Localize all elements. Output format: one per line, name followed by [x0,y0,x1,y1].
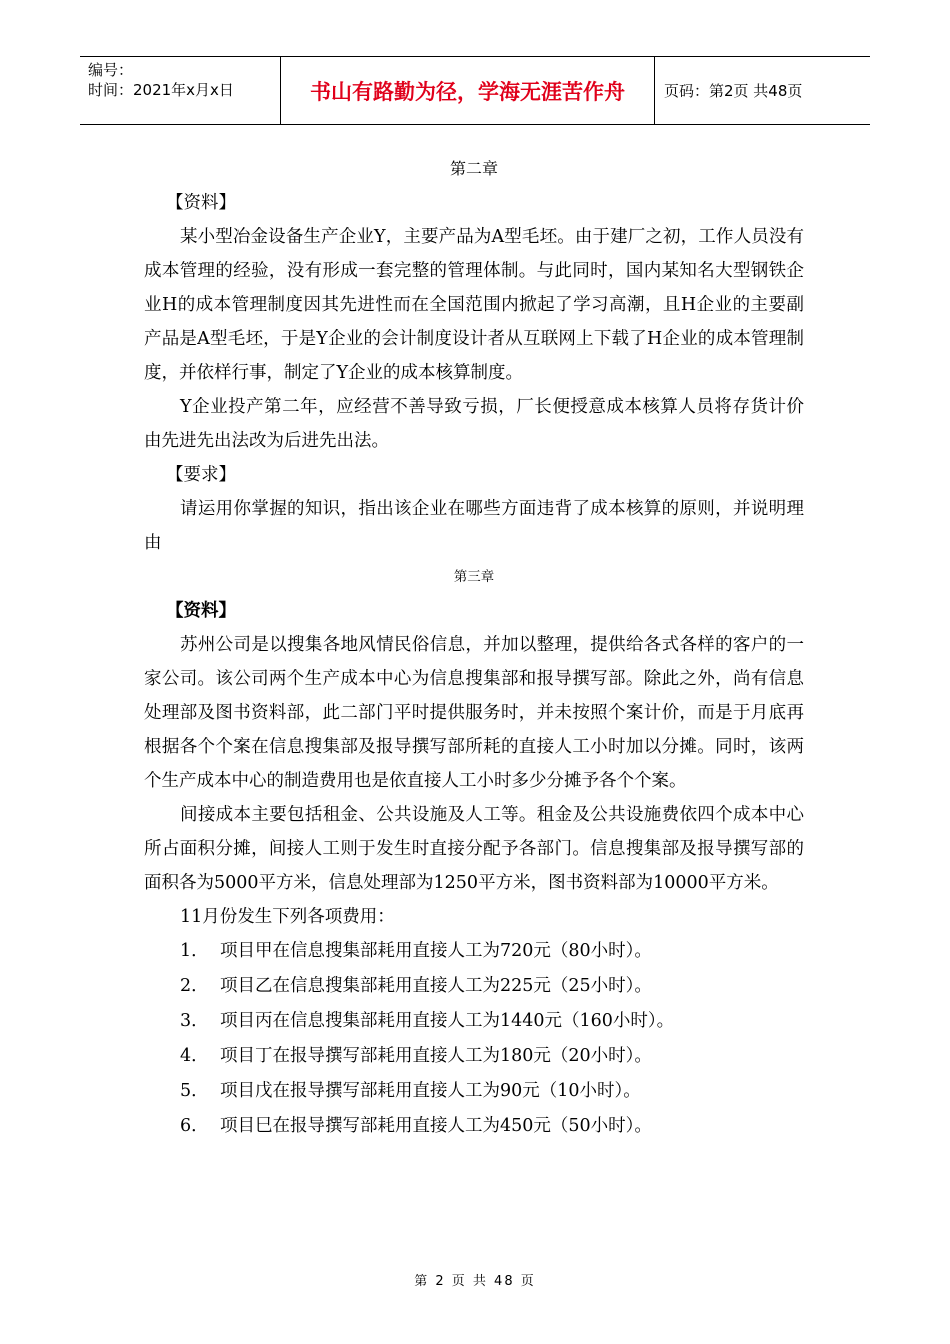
page-footer: 第 2 页 共 48 页 [414,1274,536,1289]
list-item [144,934,804,969]
list-item-number: 5． [180,1081,209,1101]
list-item-number: 3． [180,1011,209,1031]
list-item [144,1074,804,1109]
chapter-2-requirement: 请运用你掌握的知识，指出该企业在哪些方面违背了成本核算的原则，并说明理由 [144,499,804,553]
chapter-2-material-label: 【资料】 [166,193,236,213]
date-label: 时间：2021年x月x日 [88,81,234,99]
list-item [144,969,804,1004]
chapter-2-paragraph: Y企业投产第二年，应经营不善导致亏损，厂长便授意成本核算人员将存货计价由先进先出法改为后进先出法。 [144,397,804,451]
chapter-2-requirement-label: 【要求】 [166,465,236,485]
list-item [144,1039,804,1074]
list-item-number: 4． [180,1046,209,1066]
serial-label: 编号： [88,61,134,79]
chapter-3-paragraph: 间接成本主要包括租金、公共设施及人工等。租金及公共设施费依四个成本中心所占面积分摊，间接人工则于发生时直接分配予各部门。信息搜集部及报导撰写部的面积各为5000平方米，信息处理部为1250平方米，图书资料部为10000平方米。 [144,805,804,893]
list-item-number: 2． [180,976,209,996]
document-body [144,152,804,1144]
expense-intro: 11月份发生下列各项费用： [180,907,395,927]
list-item-text: 项目丙在信息搜集部耗用直接人工为1440元（160小时）。 [220,1011,675,1031]
list-item-text: 项目巳在报导撰写部耗用直接人工为450元（50小时）。 [220,1116,652,1136]
motto: 书山有路勤为径，学海无涯苦作舟 [281,57,655,124]
chapter-3-paragraph: 苏州公司是以搜集各地风情民俗信息，并加以整理，提供给各式各样的客户的一家公司。该公司两个生产成本中心为信息搜集部和报导撰写部。除此之外，尚有信息处理部及图书资料部，此二部门平时提供服务时，并未按照个案计价，而是于月底再根据各个个案在信息搜集部及报导撰写部所耗的直接人工小时加以分摊。同时，该两个生产成本中心的制造费用也是依直接人工小时多少分摊予各个个案。 [144,635,804,791]
list-item [144,1004,804,1039]
list-item-text: 项目戊在报导撰写部耗用直接人工为90元（10小时）。 [220,1081,641,1101]
list-item-text: 项目甲在信息搜集部耗用直接人工为720元（80小时）。 [220,941,652,961]
list-item-number: 1． [180,941,209,961]
header-table [80,56,870,125]
page-info: 页码：第2页 共48页 [664,82,803,100]
chapter-2-paragraph: 某小型冶金设备生产企业Y，主要产品为A型毛坯。由于建厂之初，工作人员没有成本管理的经验，没有形成一套完整的管理体制。与此同时，国内某知名大型钢铁企业H的成本管理制度因其先进性而在全国范围内掀起了学习高潮，且H企业的主要副产品是A型毛坯，于是Y企业的会计制度设计者从互联网上下载了H企业的成本管理制度，并依样行事，制定了Y企业的成本核算制度。 [144,227,804,383]
list-item-number: 6． [180,1116,209,1136]
chapter-2-title: 第二章 [449,159,498,178]
list-item-text: 项目乙在信息搜集部耗用直接人工为225元（25小时）。 [220,976,652,996]
header-left-cell [80,57,281,124]
list-item-text: 项目丁在报导撰写部耗用直接人工为180元（20小时）。 [220,1046,652,1066]
list-item [144,1109,804,1144]
chapter-3-title: 第三章 [453,569,495,585]
chapter-3-material-label: 【资料】 [166,601,236,621]
